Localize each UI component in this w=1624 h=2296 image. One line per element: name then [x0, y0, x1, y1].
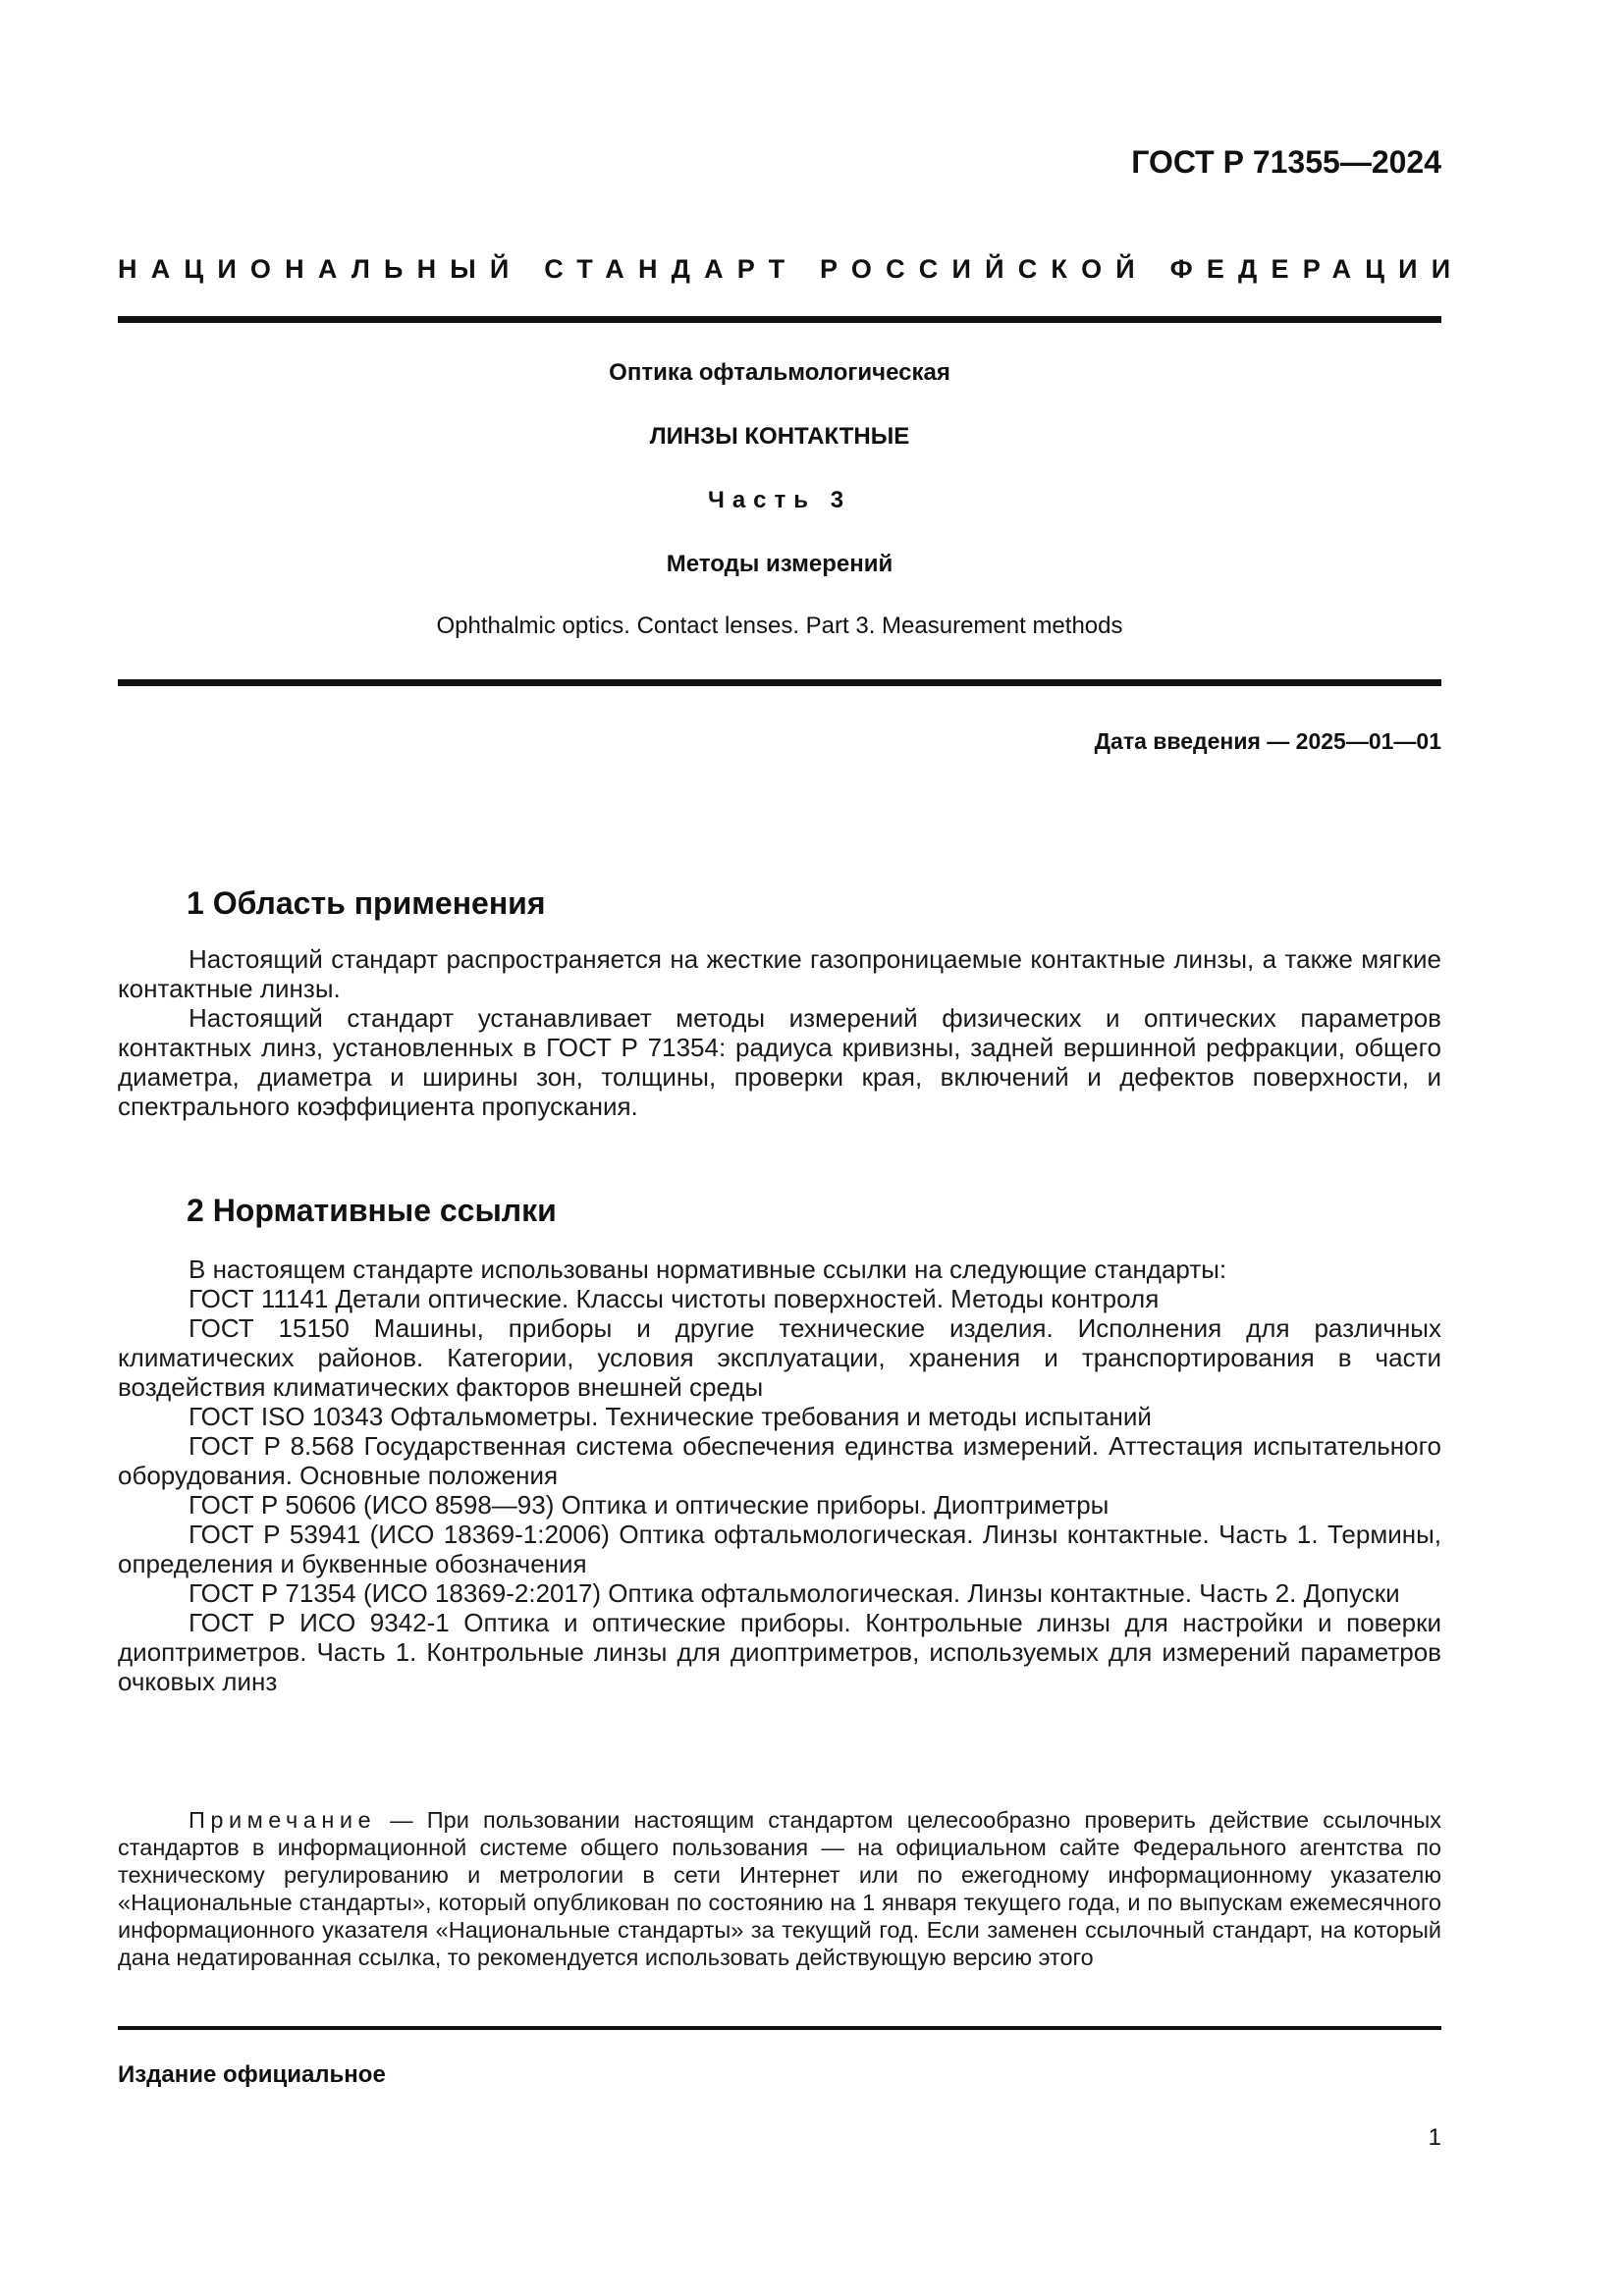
note-label: Примечание [189, 1807, 377, 1833]
footer-rule [118, 2026, 1441, 2030]
section-1-body [118, 944, 1441, 1121]
page-number: 1 [1428, 2124, 1441, 2151]
note-text: — При пользовании настоящим стандартом целесообразно проверить действие ссылочных стандартов в информационной системе общего пользования — на официальном сайте Федерального агентства по техническому регулированию и метрологии в сети Интернет или по ежегодному информационному указателю «Национальные стандарты», который опубликован по состоянию на 1 января текущего года, и по выпускам ежемесячного информационного указателя «Национальные стандарты» за текущий год. Если заменен ссылочный стандарт, на который дана недатированная ссылка, то рекомендуется использовать действующую версию этого [118, 1807, 1441, 1970]
introduction-date: Дата введения — 2025—01—01 [1094, 728, 1441, 754]
official-edition-label: Издание официальное [118, 2061, 386, 2088]
note-block [118, 1806, 1441, 1971]
reference-item: ГОСТ Р 8.568 Государственная система обеспечения единства измерений. Аттестация испытательного оборудования. Основные положения [118, 1431, 1441, 1490]
reference-item: ГОСТ Р 53941 (ИСО 18369-1:2006) Оптика офтальмологическая. Линзы контактные. Часть 1. Термины, определения и буквенные обозначения [118, 1520, 1441, 1578]
title-topic: Методы измерений [666, 551, 893, 577]
section-2-body [118, 1255, 1441, 1696]
top-rule [118, 316, 1441, 323]
reference-item: ГОСТ Р 71354 (ИСО 18369-2:2017) Оптика офтальмологическая. Линзы контактные. Часть 2. Допуски [189, 1578, 1400, 1608]
reference-item: ГОСТ 11141 Детали оптические. Классы чистоты поверхностей. Методы контроля [189, 1284, 1160, 1313]
title-english: Ophthalmic optics. Contact lenses. Part 3. Measurement methods [436, 613, 1123, 639]
section-1-heading: 1 Область применения [187, 885, 546, 921]
reference-item: ГОСТ 15150 Машины, приборы и другие технические изделия. Исполнения для различных климатических районов. Категории, условия эксплуатации, хранения и транспортирования в части воздействия климатических факторов внешней среды [118, 1313, 1441, 1402]
reference-item: ГОСТ ISO 10343 Офтальмометры. Технические требования и методы испытаний [189, 1402, 1152, 1431]
reference-item: ГОСТ Р ИСО 9342-1 Оптика и оптические приборы. Контрольные линзы для настройки и поверки диоптриметров. Часть 1. Контрольные линзы для диоптриметров, используемых для измерений параметров очковых линз [118, 1608, 1441, 1696]
section-1-paragraph: Настоящий стандарт устанавливает методы измерений физических и оптических параметров контактных линз, установленных в ГОСТ Р 71354: радиуса кривизны, задней вершинной рефракции, общего диаметра, диаметра и ширины зон, толщины, проверки края, включений и дефектов поверхности, и спектрального коэффициента пропускания. [118, 1003, 1441, 1121]
standard-code: ГОСТ Р 71355—2024 [1131, 144, 1441, 180]
section-2-heading: 2 Нормативные ссылки [187, 1193, 557, 1228]
title-domain: Оптика офтальмологическая [609, 359, 950, 386]
title-bottom-rule [118, 679, 1441, 686]
section-1-paragraph: Настоящий стандарт распространяется на жесткие газопроницаемые контактные линзы, а также мягкие контактные линзы. [118, 944, 1441, 1003]
section-2-intro: В настоящем стандарте использованы нормативные ссылки на следующие стандарты: [189, 1255, 1227, 1284]
standard-banner: НАЦИОНАЛЬНЫЙ СТАНДАРТ РОССИЙСКОЙ ФЕДЕРАЦИИ [118, 254, 1465, 284]
title-part: Часть 3 [707, 487, 852, 513]
title-subject: ЛИНЗЫ КОНТАКТНЫЕ [649, 423, 910, 450]
reference-item: ГОСТ Р 50606 (ИСО 8598—93) Оптика и оптические приборы. Диоптриметры [189, 1490, 1110, 1520]
